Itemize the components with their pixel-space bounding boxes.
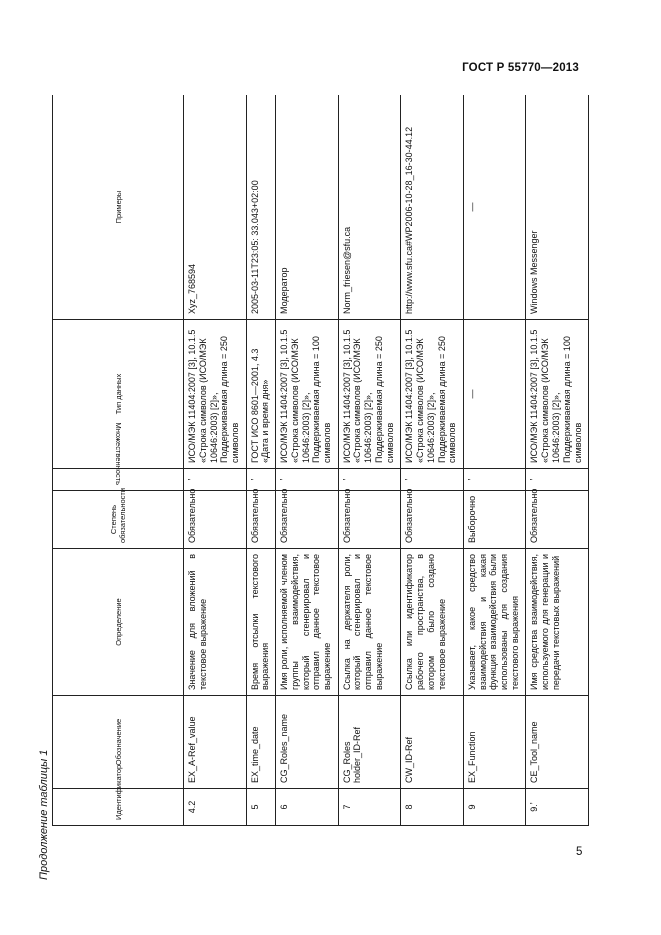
data-table <box>52 95 589 826</box>
cell-id: 6 <box>275 789 338 826</box>
cell-multiplicity: ʼ <box>275 469 338 491</box>
cell-designation: CE_Tool_name <box>526 696 589 789</box>
cell-examples: Xyz_768594 <box>184 95 247 320</box>
cell-obligation: Обязательно <box>275 491 338 549</box>
table-row <box>338 95 401 826</box>
cell-examples: — <box>463 95 526 320</box>
col-header-datatype: Тип данных <box>53 320 184 469</box>
col-header-id: Идентификатор <box>53 789 184 826</box>
rotated-table-frame <box>52 95 589 826</box>
cell-obligation: Выборочно <box>463 491 526 549</box>
cell-definition: Указывает, какое средство взаимодействия и какая функция взаимодействия были использованы для создания текстового выражения <box>463 549 526 696</box>
cell-id: 7 <box>338 789 401 826</box>
table-row <box>526 95 589 826</box>
cell-id: 5 <box>246 789 275 826</box>
table-row <box>401 95 464 826</box>
cell-obligation: Обязательно <box>401 491 464 549</box>
cell-definition: Ссылка на держателя роли, который сгенерировал и отправил данное текстовое выражение <box>338 549 401 696</box>
cell-definition: Имя роли, исполняемой членом группы взаимодействия, который сгенерировал и отправил данное текстовое выражение <box>275 549 338 696</box>
cell-examples: Модератор <box>275 95 338 320</box>
col-header-examples: Примеры <box>53 95 184 320</box>
cell-datatype: ИСО/МЭК 11404:2007 [3], 10.1.5 «Строка символов (ИСО/МЭК 10646:2003) [2]», Поддерживаемая длина = 250 символов <box>184 320 247 469</box>
table-container <box>52 95 589 826</box>
cell-examples: Windows Messenger <box>526 95 589 320</box>
table-row <box>275 95 338 826</box>
cell-multiplicity: ʼ <box>338 469 401 491</box>
cell-examples: Norm_friesen@sfu.ca <box>338 95 401 320</box>
cell-datatype: ИСО/МЭК 11404:2007 [3], 10.1.5 «Строка символов (ИСО/МЭК 10646:2003) [2]», Поддерживаемая длина = 250 символов <box>338 320 401 469</box>
cell-designation: CG_Roles holder_ID-Ref <box>338 696 401 789</box>
cell-id: 4.2 <box>184 789 247 826</box>
table-header-row <box>53 95 184 826</box>
cell-datatype: — <box>463 320 526 469</box>
cell-multiplicity: ʼ <box>401 469 464 491</box>
page-number: 5 <box>576 846 583 858</box>
cell-definition: Ссылка или идентификатор рабочего пространства, в котором было создано текстовое выражение <box>401 549 464 696</box>
cell-id: 9 <box>463 789 526 826</box>
cell-obligation: Обязательно <box>526 491 589 549</box>
cell-multiplicity: ʼ <box>526 469 589 491</box>
col-header-obligation: Степень обязательности <box>53 491 184 549</box>
cell-datatype: ИСО/МЭК 11404:2007 [3], 10.1.5 «Строка символов (ИСО/МЭК 10646:2003) [2]», Поддерживаемая длина = 100 символов <box>526 320 589 469</box>
cell-examples: 2005-03-11T23:05: 33.043+02:00 <box>246 95 275 320</box>
cell-examples: http://www.sfu.ca#WP2006-10-28_16-30-44.12 <box>401 95 464 320</box>
cell-obligation: Обязательно <box>338 491 401 549</box>
cell-designation: EX_Function <box>463 696 526 789</box>
table-row <box>463 95 526 826</box>
table-caption: Продолжение таблицы 1 <box>38 749 50 880</box>
cell-datatype: ИСО/МЭК 11404:2007 [3], 10.1.5 «Строка символов (ИСО/МЭК 10646:2003) [2]», Поддерживаемая длина = 100 символов <box>275 320 338 469</box>
cell-definition: Значение для вложений в текстовое выражение <box>184 549 247 696</box>
cell-multiplicity: ʼ <box>463 469 526 491</box>
table-row <box>184 95 247 826</box>
cell-multiplicity: ʼ <box>184 469 247 491</box>
cell-id: 9.ʼ <box>526 789 589 826</box>
cell-obligation: Обязательно <box>184 491 247 549</box>
cell-id: 8 <box>401 789 464 826</box>
cell-designation: CG_Roles_name <box>275 696 338 789</box>
multiplicity-header-text: Множественность <box>113 422 123 485</box>
table-row <box>246 95 275 826</box>
cell-obligation: Обязательно <box>246 491 275 549</box>
cell-designation: EX_time_date <box>246 696 275 789</box>
col-header-designation: Обозначение <box>53 696 184 789</box>
cell-datatype: ГОСТ ИСО 8601—2001, 4.3 «Дата и время дня» <box>246 320 275 469</box>
cell-datatype: ИСО/МЭК 11404:2007 [3], 10.1.5 «Строка символов (ИСО/МЭК 10646:2003) [2]», Поддерживаемая длина = 250 символов <box>401 320 464 469</box>
standard-header: ГОСТ Р 55770—2013 <box>462 62 579 74</box>
cell-definition: Время отсылки текстового выражения <box>246 549 275 696</box>
cell-designation: CW_ID-Ref <box>401 696 464 789</box>
cell-multiplicity: ʼ <box>246 469 275 491</box>
col-header-definition: Определение <box>53 549 184 696</box>
cell-designation: EX_A-Ref_value <box>184 696 247 789</box>
cell-definition: Имя средства взаимодействия, используемого для генерации и передачи текстовых выражений <box>526 549 589 696</box>
